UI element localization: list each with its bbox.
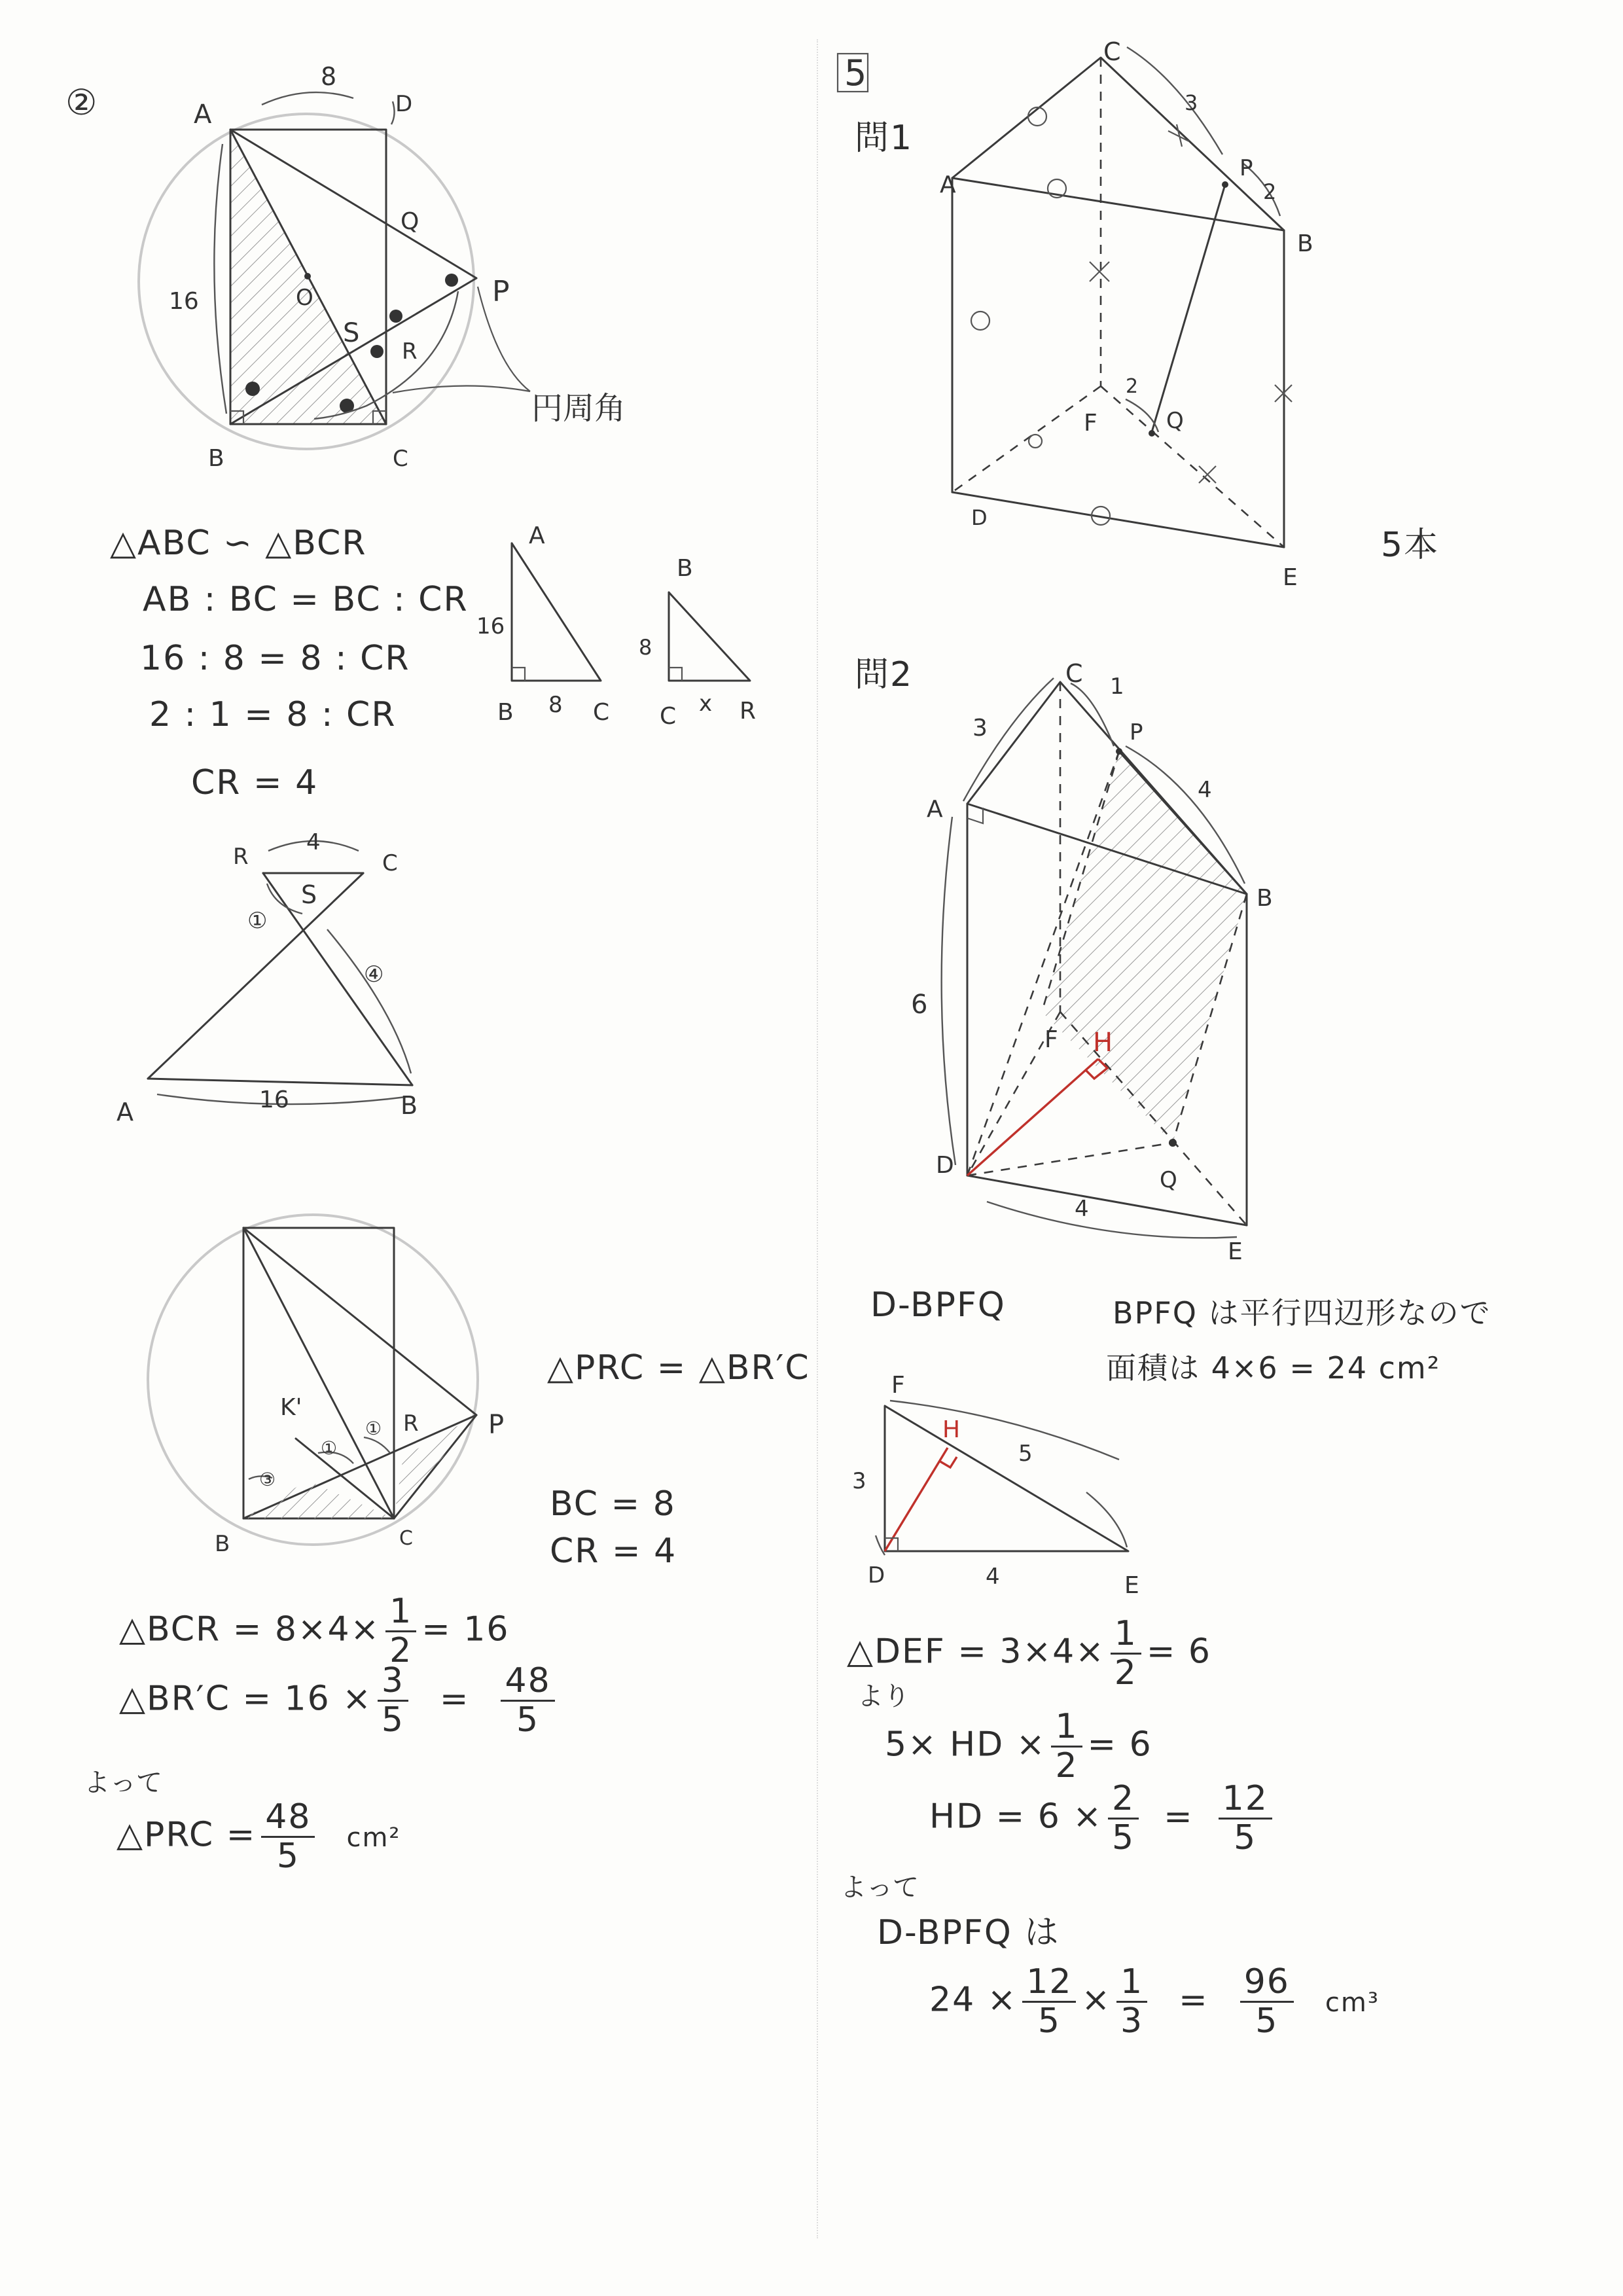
area-def-den: 2 bbox=[1114, 1653, 1137, 1693]
ratio-line-3: 2 : 1 = 8 : CR bbox=[149, 695, 397, 734]
area-def-lhs: △DEF = 3×4× bbox=[847, 1632, 1105, 1672]
area-brc-den: 5 bbox=[381, 1700, 404, 1740]
fig1-label-a: A bbox=[194, 99, 212, 130]
area-brc-lhs: △BR′C = 16 × bbox=[119, 1679, 372, 1719]
tri-side-4: 4 bbox=[986, 1564, 1000, 1590]
tri2-label-r: R bbox=[740, 698, 757, 725]
vol-n1: 12 bbox=[1022, 1964, 1076, 2003]
hd-eq-1 bbox=[885, 1708, 1152, 1785]
q1-answer: 5本 bbox=[1381, 526, 1440, 565]
hd2-eq: = bbox=[1164, 1797, 1194, 1837]
fig1-len-left: 16 bbox=[169, 288, 199, 315]
fig3-label-p: P bbox=[488, 1410, 505, 1440]
area-def-rhs: = 6 bbox=[1146, 1632, 1212, 1672]
given-bc: BC = 8 bbox=[550, 1484, 676, 1524]
fig3-label-r: R bbox=[403, 1410, 419, 1437]
vol-n2: 1 bbox=[1116, 1964, 1147, 2003]
fig2-label-s: S bbox=[301, 880, 317, 909]
hd2-rnum: 12 bbox=[1219, 1780, 1272, 1820]
tri2-label-b: B bbox=[677, 555, 693, 582]
fig1-label-c: C bbox=[393, 446, 408, 472]
area-brc-eq: = bbox=[439, 1679, 470, 1719]
q1-label-d: D bbox=[971, 505, 988, 530]
q1-label: 問1 bbox=[855, 118, 914, 158]
fig1-label-o: O bbox=[296, 285, 313, 311]
fig2-ratio1: ① bbox=[247, 908, 268, 934]
q2-label-h: H bbox=[1093, 1028, 1113, 1058]
area-bcr-num: 1 bbox=[385, 1593, 416, 1632]
q2-len-4: 4 bbox=[1198, 777, 1212, 803]
hd-eq-2 bbox=[929, 1780, 1277, 1857]
problem2-number: ② bbox=[65, 82, 98, 123]
fig2-top: 4 bbox=[306, 829, 321, 855]
fig2-base: 16 bbox=[259, 1086, 289, 1113]
fig1-label-s: S bbox=[343, 318, 360, 348]
q1-label-c: C bbox=[1103, 37, 1121, 66]
fig3-ratio-1a: ① bbox=[321, 1437, 338, 1459]
fig1-label-q: Q bbox=[401, 208, 419, 235]
hd1-den: 2 bbox=[1055, 1746, 1079, 1786]
vol-unit: cm³ bbox=[1325, 1987, 1380, 2018]
q1-label-b: B bbox=[1297, 230, 1313, 257]
q2-len-4b: 4 bbox=[1075, 1196, 1089, 1222]
tri2-base: x bbox=[699, 691, 713, 717]
q1-label-e: E bbox=[1283, 564, 1298, 591]
tri-label-h: H bbox=[942, 1416, 961, 1443]
area-def-num: 1 bbox=[1111, 1615, 1141, 1655]
fig3-label-b: B bbox=[215, 1531, 230, 1557]
ratio-line-2: 16 : 8 = 8 : CR bbox=[140, 639, 410, 678]
vol-lhs: 24 × bbox=[929, 1980, 1018, 2020]
hd2-den: 5 bbox=[1111, 1818, 1135, 1858]
cr-result: CR = 4 bbox=[191, 763, 319, 802]
fig3-label-c: C bbox=[399, 1527, 413, 1550]
parallelogram-note: BPFQ は平行四辺形なので bbox=[1113, 1295, 1491, 1331]
similar-line: △ABC ∽ △BCR bbox=[110, 524, 367, 563]
tri-side-3: 3 bbox=[852, 1468, 866, 1494]
q1-len-2b: 2 bbox=[1126, 375, 1139, 398]
hd1-lhs: 5× HD × bbox=[885, 1725, 1046, 1765]
congruence-line: △PRC = △BR′C bbox=[547, 1348, 810, 1388]
area-bcr bbox=[119, 1593, 510, 1670]
q2-label-d: D bbox=[936, 1152, 954, 1179]
q2-label-p: P bbox=[1130, 719, 1143, 745]
area-note: 面積は 4×6 = 24 cm² bbox=[1106, 1350, 1441, 1386]
tri-label-f: F bbox=[891, 1372, 905, 1399]
fig2-ratio4: ④ bbox=[364, 961, 384, 988]
q1-label-a: A bbox=[940, 171, 956, 198]
fig1-label-r: R bbox=[402, 338, 418, 365]
fig2-label-c: C bbox=[382, 850, 398, 876]
tri-label-d: D bbox=[868, 1562, 885, 1588]
vol-rnum: 96 bbox=[1240, 1964, 1294, 2003]
area-brc-num: 3 bbox=[378, 1662, 408, 1702]
volume-eq bbox=[929, 1964, 1380, 2040]
fig2-label-b: B bbox=[401, 1091, 418, 1120]
area-brc-rden: 5 bbox=[516, 1700, 540, 1740]
q1-len-2a: 2 bbox=[1263, 179, 1277, 204]
hd1-rhs: = 6 bbox=[1087, 1725, 1152, 1765]
area-bcr-lhs: △BCR = 8×4× bbox=[119, 1609, 381, 1649]
fig2-label-r: R bbox=[233, 844, 249, 870]
q1-label-q: Q bbox=[1166, 408, 1184, 434]
tri1-base: 8 bbox=[548, 692, 563, 718]
given-cr: CR = 4 bbox=[550, 1532, 677, 1571]
vol-d1: 5 bbox=[1037, 2001, 1061, 2041]
yori: より bbox=[857, 1681, 910, 1712]
tri1-label-b: B bbox=[497, 699, 514, 726]
hd2-lhs: HD = 6 × bbox=[929, 1797, 1103, 1837]
yotte-5: よって bbox=[840, 1873, 919, 1903]
q2-len-1: 1 bbox=[1110, 673, 1124, 700]
q2-label-b: B bbox=[1257, 885, 1273, 912]
area-prc-lhs: △PRC = bbox=[116, 1815, 257, 1855]
q2-label-f: F bbox=[1044, 1026, 1058, 1053]
fig1-note: 円周角 bbox=[531, 390, 626, 427]
q2-label-e: E bbox=[1228, 1238, 1243, 1265]
tri1-label-c: C bbox=[593, 699, 610, 726]
fig3-ratio-3: ③ bbox=[259, 1469, 276, 1490]
volume-title: D-BPFQ は bbox=[877, 1913, 1060, 1952]
vol-x: × bbox=[1081, 1980, 1112, 2020]
vol-d2: 3 bbox=[1120, 2001, 1144, 2041]
q2-label: 問2 bbox=[855, 655, 914, 694]
vol-rden: 5 bbox=[1255, 2001, 1279, 2041]
area-prc-num: 48 bbox=[261, 1799, 315, 1838]
area-bcr-rhs: = 16 bbox=[421, 1609, 510, 1649]
q2-label-c: C bbox=[1065, 659, 1083, 688]
tri2-side: 8 bbox=[639, 635, 652, 660]
ratio-line-1: AB : BC = BC : CR bbox=[143, 580, 469, 619]
q2-len-6: 6 bbox=[911, 990, 928, 1020]
area-bcr-den: 2 bbox=[389, 1631, 413, 1671]
q1-label-f: F bbox=[1084, 410, 1097, 437]
q2-len-3: 3 bbox=[972, 715, 988, 742]
pyramid-title: D-BPFQ bbox=[870, 1285, 1006, 1325]
fig1-label-p: P bbox=[492, 275, 510, 308]
tri2-label-c: C bbox=[660, 703, 677, 730]
area-brc bbox=[119, 1662, 560, 1739]
q2-label-q: Q bbox=[1160, 1167, 1177, 1193]
area-prc bbox=[116, 1799, 401, 1875]
area-brc-rnum: 48 bbox=[501, 1662, 554, 1702]
yotte-2: よって bbox=[84, 1768, 162, 1798]
q1-label-p: P bbox=[1240, 155, 1253, 181]
fig1-len-top: 8 bbox=[321, 62, 337, 91]
hd2-rden: 5 bbox=[1234, 1818, 1257, 1858]
vol-eq: = bbox=[1179, 1980, 1209, 2020]
tri-side-5: 5 bbox=[1018, 1441, 1033, 1467]
fig2-label-a: A bbox=[116, 1098, 134, 1126]
tri1-side: 16 bbox=[476, 613, 505, 639]
fig3-ratio-1b: ① bbox=[365, 1418, 382, 1439]
fig1-label-d: D bbox=[395, 91, 413, 117]
area-prc-den: 5 bbox=[276, 1837, 300, 1876]
q1-len-3: 3 bbox=[1185, 90, 1198, 115]
tri1-label-a: A bbox=[529, 522, 545, 549]
hd1-num: 1 bbox=[1051, 1708, 1082, 1748]
hd2-num: 2 bbox=[1108, 1780, 1139, 1820]
fig3-label-k: K' bbox=[280, 1394, 302, 1421]
area-prc-unit: cm² bbox=[346, 1822, 401, 1853]
fig1-label-b: B bbox=[208, 445, 224, 472]
tri-label-e: E bbox=[1124, 1572, 1139, 1599]
problem5-number: 5 bbox=[844, 52, 867, 94]
q2-label-a: A bbox=[927, 796, 943, 823]
